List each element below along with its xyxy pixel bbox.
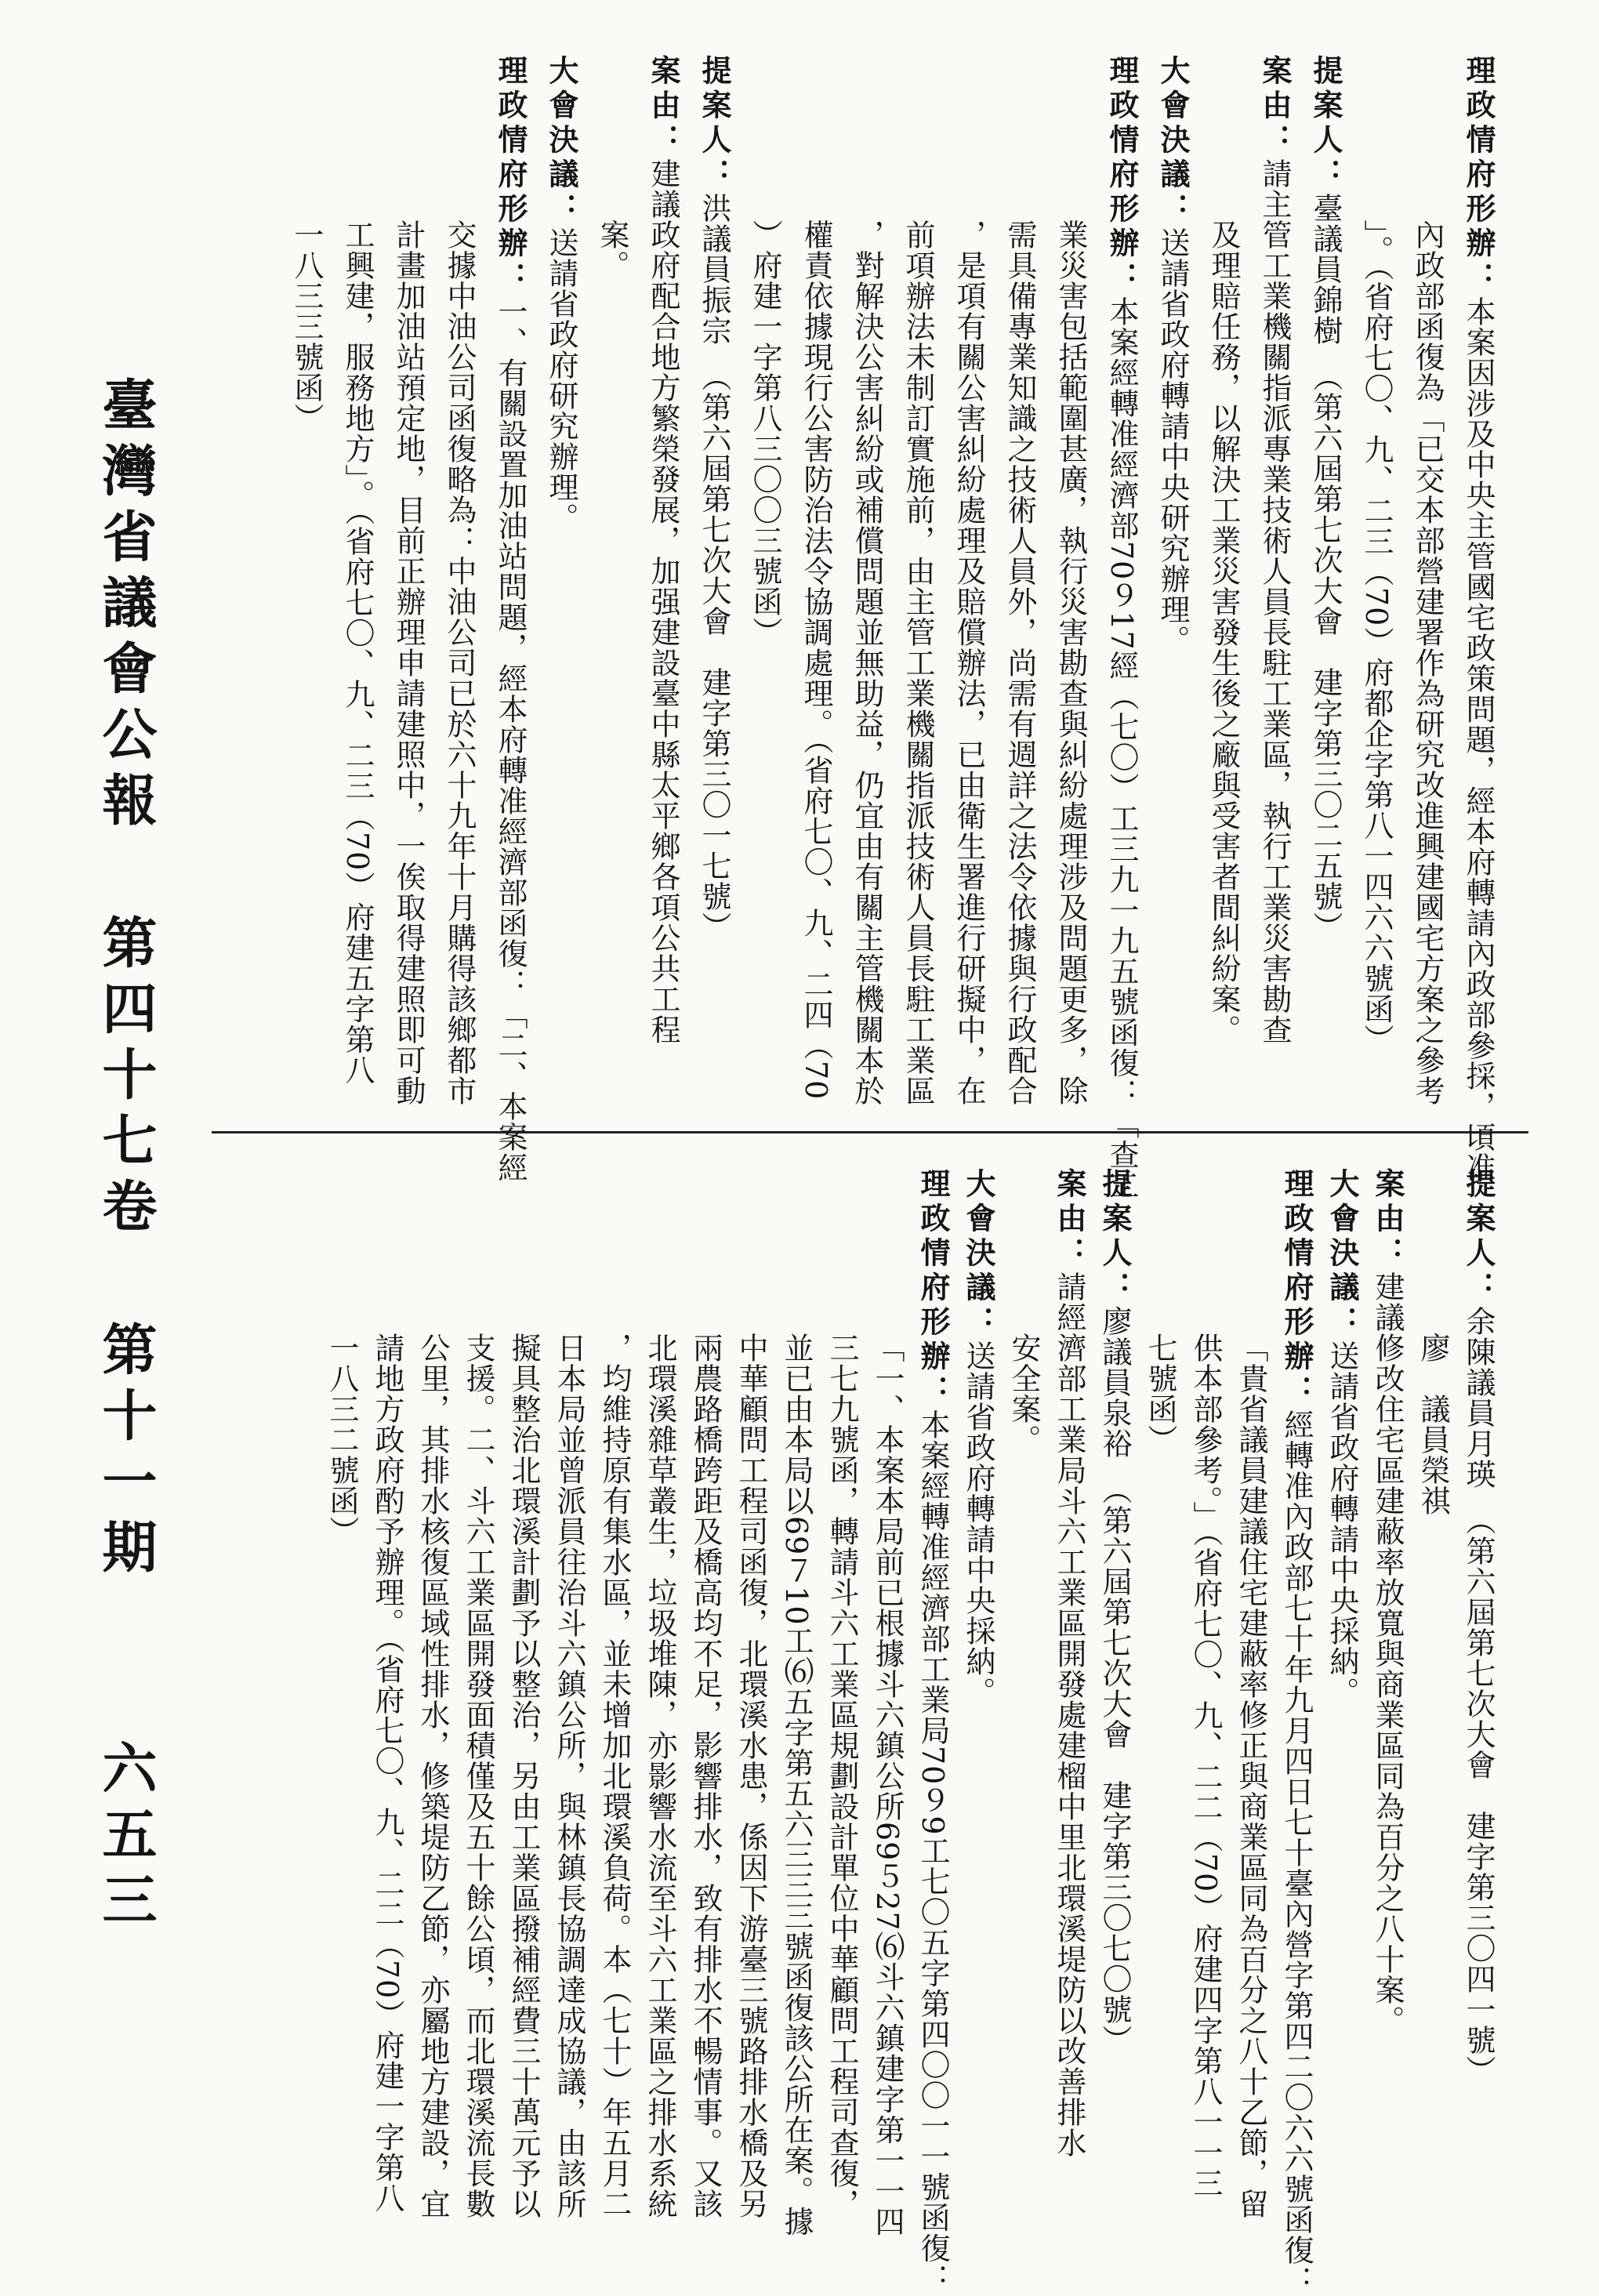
body-text: 建議修改住宅區建蔽率放寬與商業區同為百分之八十案。 <box>1370 1271 1405 2036</box>
issue-number: 第十一期 <box>93 1320 158 1584</box>
body-text: 請地方政府酌予辦理。（省府七〇、九、二二（70）府建一字第八 <box>370 1333 404 2214</box>
body-text: 計畫加油站預定地，目前正辦理申請建照中，一俟取得建照即可動 <box>391 219 426 1106</box>
body-text: 三七九號函，轉請斗六工業區規劃設計單位中華顧問工程司查復， <box>825 1333 859 2219</box>
body-text: ）府建一字第八三〇〇三號函） <box>748 219 782 647</box>
text-column <box>1140 1168 1180 1455</box>
section-divider <box>212 1131 1528 1133</box>
body-text: 洪議員振宗 （第六屆第七次大會 建字第三〇一七號） <box>697 193 731 942</box>
body-text: 及理賠任務，以解決工業災害發生後之廠與受害者間糾紛案。 <box>1206 219 1241 1045</box>
body-text: 北環溪雜草叢生，垃圾堆陳，亦影響水流至斗六工業區之排水系統 <box>643 1333 677 2219</box>
body-text: 擬具整治北環溪計劃予以整治，另由工業區撥補經費三十萬元予以 <box>506 1333 541 2219</box>
body-text: 送請省政府轉請中央研究辦理。 <box>1155 227 1190 655</box>
text-column <box>1356 55 1397 1054</box>
text-column <box>412 1168 453 2219</box>
text-column <box>337 55 378 1085</box>
text-column <box>1458 1168 1499 2086</box>
field-label: 案由： <box>1257 55 1293 158</box>
text-column <box>1152 55 1193 655</box>
field-label: 理政情府形辦： <box>1104 55 1140 296</box>
text-column <box>948 55 989 1106</box>
body-text: 需具備專業知識之技術人員外，尚需有週詳之法令依據與行政配合 <box>1003 219 1037 1106</box>
body-text: 送請省政府轉請中央採納。 <box>961 1340 995 1707</box>
body-text: 安全案。 <box>1006 1333 1041 1455</box>
text-column <box>1254 55 1295 1045</box>
text-column <box>458 1168 499 2219</box>
text-column <box>1101 55 1142 1201</box>
field-label: 提案人： <box>1461 1168 1496 1306</box>
body-text: 「一、本案本局前已根據斗六鎮公所69５27⑹斗六鎮建字第一一四 <box>870 1333 905 2237</box>
body-text: 本案因涉及中央主管國宅政策問題，經本府轉請內政部參採，頃准 <box>1461 296 1496 1183</box>
body-text: 七號函） <box>1143 1333 1177 1455</box>
body-text: 余陳議員月瑛 （第六屆第七次大會 建字第三〇四一號） <box>1461 1306 1496 2086</box>
text-column <box>321 1168 362 1547</box>
journal-header <box>86 376 165 1937</box>
body-text: 本案經轉准經濟部工業局70９9工七〇五字第四〇〇一一號函復： <box>916 1409 950 2294</box>
field-label: 大會決議： <box>544 55 579 227</box>
body-text: 工興建，服務地方」。（省府七〇、九、二三（70）府建五字第八 <box>340 219 375 1086</box>
field-label: 大會決議： <box>961 1168 996 1340</box>
body-text: 前項辦法未制訂實施前，由主管工業機關指派技術人員長駐工業區 <box>901 219 935 1106</box>
text-column <box>958 1168 999 1707</box>
text-column <box>503 1168 544 2219</box>
text-column <box>439 55 480 1106</box>
text-column <box>490 55 531 1183</box>
body-text: 廖議員泉裕 （第六屆第七次大會 建字第三〇七〇號） <box>1097 1306 1132 2055</box>
text-column <box>1407 55 1448 1106</box>
field-label: 提案人： <box>1097 1168 1133 1306</box>
text-column <box>541 55 582 533</box>
field-label: 理政情府形辦： <box>1279 1168 1314 1409</box>
text-column <box>694 55 734 942</box>
text-column <box>388 55 429 1106</box>
journal-title: 臺灣省議會公報 <box>93 376 158 837</box>
text-column <box>643 55 683 1045</box>
text-column <box>367 1168 408 2213</box>
text-column <box>776 1168 817 2237</box>
field-label: 大會決議： <box>1155 55 1191 227</box>
field-label: 提案人： <box>697 55 732 193</box>
body-text: 權責依據現行公害防治法令協調處理。（省府七〇、九、二四（70 <box>799 219 833 1101</box>
volume-number: 第四十七卷 <box>93 914 158 1244</box>
text-column <box>1458 55 1499 1183</box>
body-text: 支援。二、斗六工業區開發面積僅及五十餘公頃，而北環溪流長數 <box>461 1333 495 2219</box>
body-text: 請主管工業機關指派專業技術人員長駐工業區，執行工業災害勘查 <box>1257 158 1292 1045</box>
text-column <box>731 1168 771 2219</box>
body-text: 一八三三號函） <box>289 219 324 433</box>
body-text: 廖 議員榮祺 <box>1416 1333 1450 1516</box>
body-text: ，均維持原有集水區，並未增加北環溪負荷。本（七十）年五月二 <box>597 1333 632 2219</box>
body-text: 「貴省議員建議住宅建蔽率修正與商業區同為百分之八十乙節，留 <box>1234 1333 1268 2219</box>
text-column <box>821 1168 862 2219</box>
field-label: 大會決議： <box>1325 1168 1360 1340</box>
text-column <box>1050 55 1091 1106</box>
page-number: 六五三 <box>93 1739 158 1938</box>
body-text: 業災害包括範圍甚廣，執行災害勘查與糾紛處理涉及問題更多，除 <box>1053 219 1088 1106</box>
text-column <box>1003 1168 1044 1455</box>
text-column <box>999 55 1040 1106</box>
body-text: ，是項有關公害糾紛處理及賠償辦法，已由衛生署進行研擬中，在 <box>952 219 986 1106</box>
body-text: 中華顧問工程司函復，北環溪水患，係因下游臺三號路排水橋及另 <box>734 1333 768 2219</box>
text-column <box>1185 1168 1226 2198</box>
text-column <box>594 1168 635 2219</box>
field-label: 案由： <box>1370 1168 1405 1271</box>
text-column <box>1276 1168 1317 2296</box>
text-column <box>1203 55 1244 1045</box>
text-column <box>549 1168 589 2219</box>
body-text: 送請省政府研究辦理。 <box>544 227 578 533</box>
body-text: 建議政府配合地方繁榮發展，加强建設臺中縣太平鄉各項公共工程 <box>646 158 680 1045</box>
text-column <box>847 55 887 1106</box>
text-column <box>867 1168 908 2237</box>
text-column <box>1231 1168 1271 2219</box>
field-label: 案由： <box>646 55 681 158</box>
text-column <box>1049 1168 1090 2158</box>
body-text: 兩農路橋跨距及橋高均不足，影響排水，致有排水不暢情事。又該 <box>688 1333 723 2219</box>
body-text: 」。（省府七〇、九、二三（70）府都企字第八一四六六號函） <box>1359 219 1394 1055</box>
text-column <box>897 55 938 1106</box>
text-column <box>1367 1168 1408 2036</box>
body-text: 公里，其排水核復區域性排水，修築堤防乙節，亦屬地方建設，宜 <box>415 1333 450 2219</box>
text-column <box>1412 1168 1453 1516</box>
field-label: 理政情府形辦： <box>916 1168 951 1409</box>
field-label: 提案人： <box>1308 55 1343 193</box>
body-text: 交據中油公司函復略為：中油公司已於六十九年十月購得該鄉都市 <box>442 219 477 1106</box>
body-text: 一、有關設置加油站問題，經本府轉准經濟部函復：「二、本案經 <box>493 296 528 1183</box>
text-column <box>912 1168 953 2294</box>
body-text: 供本部參考。」（省府七〇、九、二二（70）府建四字第八一一三 <box>1188 1333 1223 2199</box>
text-column <box>1094 1168 1135 2055</box>
text-column <box>796 55 836 1100</box>
body-text: 一八三二號函） <box>325 1333 359 1547</box>
body-text: 臺議員錦樹 （第六屆第七次大會 建字第三〇二五號） <box>1308 193 1343 942</box>
text-column <box>1322 1168 1362 1707</box>
body-text: 並已由本局以69７10工⑹五字第五六三三三號函復該公所在案。據 <box>779 1333 814 2237</box>
text-column <box>286 55 327 433</box>
body-text: 請經濟部工業局斗六工業區開發處建榴中里北環溪堤防以改善排水 <box>1052 1271 1086 2158</box>
field-label: 案由： <box>1052 1168 1087 1271</box>
text-column <box>592 55 633 281</box>
text-column <box>745 55 785 647</box>
body-text: ，對解決公害糾紛或補償問題並無助益，仍宜由有關主管機關本於 <box>850 219 884 1106</box>
field-label: 理政情府形辦： <box>493 55 528 296</box>
text-column <box>685 1168 726 2219</box>
text-column <box>1305 55 1346 942</box>
body-text: 本案經轉准經濟部70９17經（七〇）工三九一九五號函復：「查工 <box>1104 296 1139 1201</box>
body-text: 案。 <box>595 219 629 281</box>
body-text: 日本局並曾派員往治斗六鎮公所，與林鎮長協調達成協議，由該所 <box>552 1333 586 2219</box>
body-text: 經轉准內政部七十年九月四日七十臺內營字第四二〇六六號函復： <box>1279 1409 1314 2296</box>
body-text: 內政部函復為「已交本部營建署作為研究改進興建國宅方案之參考 <box>1410 219 1445 1106</box>
text-column <box>640 1168 680 2219</box>
body-text: 送請省政府轉請中央採納。 <box>1325 1340 1359 1707</box>
field-label: 理政情府形辦： <box>1461 55 1496 296</box>
